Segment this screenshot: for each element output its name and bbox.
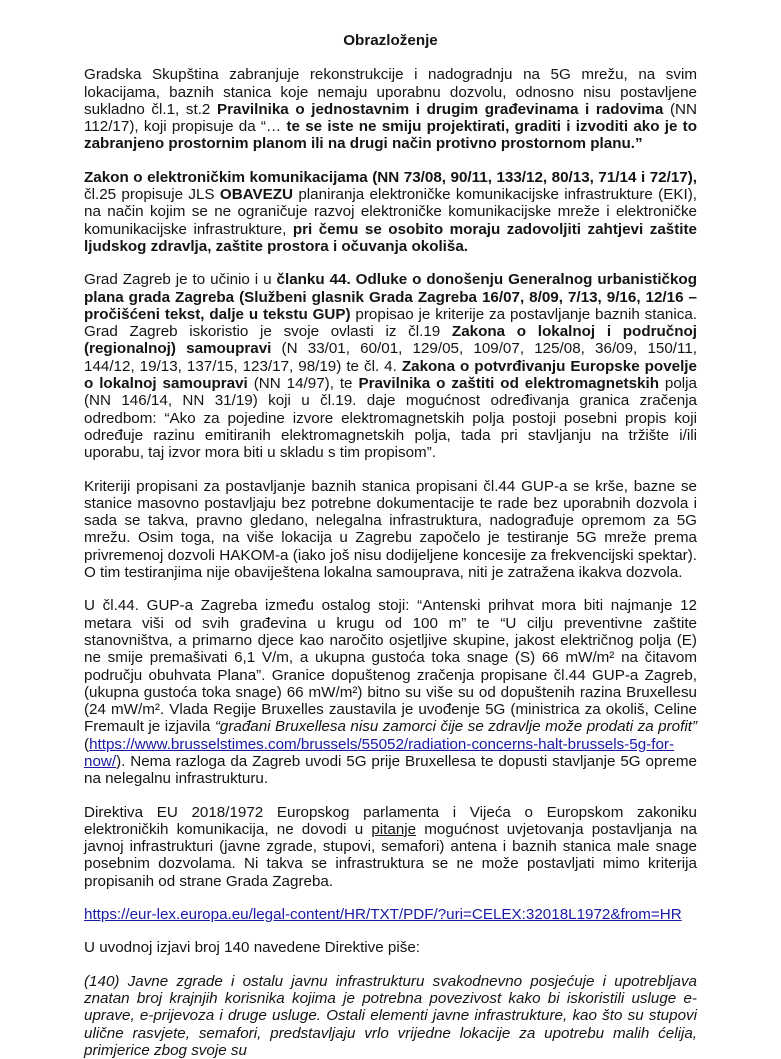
italic-run: (140) Javne zgrade i ostalu javnu infrastrukturu svakodnevno posjećuje i upotrebljava znatan broj krajnjih korisnika kojima je potrebna povezivost kako bi iskoristili usluge e-uprave, e-prijevoza i druge usluge. Ostali elementi javne infrastrukture, kao što su stupovi ulične rasvjete, semafori, predstavljaju vrlo vrijedne lokacije za upotrebu malih ćelija, primjerice zbog svoje su xyxy=(84,972,697,1059)
bold-run: te se iste ne smiju projektirati, graditi i izvoditi ako je to zabranjeno prostornim planom ili na drugi način protivno prostornom planu.” xyxy=(84,118,697,153)
text-run: ). Nema razloga da Zagreb uvodi 5G prije Bruxellesa te dopusti stavljanje 5G opreme na nelegalnu infrastrukturu. xyxy=(84,752,697,788)
text-run: Gradska Skupština zabranjuje rekonstrukcije i nadogradnju na 5G mrežu, na svim lokacijama, baznih stanica koje nemaju uporabnu dozvolu, odnosno nisu postavljene sukladno čl.1, st.2 xyxy=(84,66,697,118)
bold-run: članku 44. Odluke o donošenju Generalnog urbanističkog plana grada Zagreba (Službeni glasnik Grada Zagreba 16/07, 8/09, 7/13, 9/16, 12/16 – pročišćeni tekst, dalje u tekstu GUP) xyxy=(84,271,697,323)
paragraph-8-italic xyxy=(84,973,697,1059)
bold-run: Zakon o elektroničkim komunikacijama (NN 73/08, 90/11, 133/12, 80/13, 71/14 i 72/17), xyxy=(84,168,697,186)
italic-quote: “građani Bruxellesa nisu zamorci čije se zdravlje može prodati za profit” xyxy=(214,718,698,736)
paragraph-6 xyxy=(84,804,697,890)
underlined-run: pitanje xyxy=(371,820,417,838)
eur-lex-link[interactable]: https://eur-lex.europa.eu/legal-content/HR/TXT/PDF/?uri=CELEX:32018L1972&from=HR xyxy=(84,906,682,924)
text-run: (NN 112/17), koji propisuje da “… xyxy=(84,100,697,136)
text-run: čl.25 propisuje JLS xyxy=(84,186,220,204)
bold-run: OBAVEZU xyxy=(219,186,294,204)
text-run: propisao je kriterije za postavljanje baznih stanica. Grad Zagreb iskoristio je svoje ovlasti iz čl.19 xyxy=(84,305,697,341)
text-run: polja (NN 146/14, NN 31/19) koji u čl.19. daje mogućnost određivanja granica zračenja odredbom: “Ako za pojedine izvore elektromagnetskih polja postoji posebni propis koji određuje razinu emitiranih elektromagnetskih polja, tada pri stavljanju na tržište i/ili uporabu, taj izvor mora biti u skladu s tim propisom”. xyxy=(84,375,697,462)
text-run: (NN 14/97), te xyxy=(247,375,359,393)
bold-run: Pravilnika o zaštiti od elektromagnetskih xyxy=(358,375,659,393)
bold-run: pri čemu se osobito moraju zadovoljiti zahtjevi zaštite ljudskog zdravlja, zaštite prostora i očuvanja okoliša. xyxy=(84,220,697,255)
paragraph-7: U uvodnoj izjavi broj 140 navedene Direktive piše: xyxy=(84,939,421,957)
brusselstimes-link[interactable]: https://www.brusselstimes.com/brussels/55052/radiation-concerns-halt-brussels-5g-for-now/ xyxy=(84,735,675,770)
text-run: Direktiva EU 2018/1972 Europskog parlamenta i Vijeća o Europskom zakoniku elektroničkih komunikacija, ne dovodi u xyxy=(84,803,697,838)
paragraph-5 xyxy=(84,597,697,787)
text-run: ( xyxy=(84,735,90,753)
text-run: U čl.44. GUP-a Zagreba između ostalog stoji: “Antenski prihvat mora biti najmanje 12 metara viši od svih građevina u krugu od 100 m” te “U cilju preventivne zaštite stanovništva, a primarno djece kao naročito osjetljive skupine, jakost električnog polja (E) ne smije premašivati 6,1 V/m, a ukupna gustoća toka snage (S) 66 mW/m² na čitavom području obuhvata Plana”. Granice dopuštenog zračenja propisane čl.44 GUP-a Zagreb, (ukupna gustoća toka snage) 66 mW/m²) bitno su više su od dopuštenih razina Bruxellesu (24 mW/m². Vlada Regije Bruxelles zaustavila je uvođenje 5G (ministrica za okoliš, Celine Fremault je izjavila xyxy=(84,597,697,736)
text-run: Grad Zagreb je to učinio i u xyxy=(84,271,277,289)
paragraph-3 xyxy=(84,271,697,461)
text-run: (N 33/01, 60/01, 129/05, 109/07, 125/08, 36/09, 150/11, 144/12, 19/13, 137/15, 123/17, 98/19) te čl. 4. xyxy=(84,340,697,375)
bold-run: Zakona o lokalnoj i područnoj (regionalnoj) samoupravi xyxy=(84,323,698,358)
document-title: Obrazloženje xyxy=(343,32,438,49)
paragraph-1 xyxy=(84,66,697,152)
paragraph-4: Kriteriji propisani za postavljanje baznih stanica propisani čl.44 GUP-a se krše, bazne se stanice masovno postavljaju bez potrebne dokumentacije te rade bez uporabnih dozvola i sada se takva, pravno gledano, nelegalna infrastruktura, nadograđuje opremom za 5G mrežu. Osim toga, na više lokacija u Zagrebu započelo je testiranje 5G mreže prema privremenoj dozvoli HAKOM-a (iako još nisu dodijeljene koncesije za frekvencijski spektar). O tim testiranjima nije obaviještena lokalna samouprava, niti je zatražena ikakva dozvola. xyxy=(84,477,697,582)
bold-run: Pravilnika o jednostavnim i drugim građevinama i radovima xyxy=(216,100,664,118)
text-run: planiranja elektroničke komunikacijske infrastrukture (EKI), na način kojim se ne ograničuje razvoj elektroničke komunikacijske mreže i elektroničke komunikacijske infrastrukture, xyxy=(84,186,698,238)
bold-run: Zakona o potvrđivanju Europske povelje o lokalnoj samoupravi xyxy=(84,357,697,393)
text-run: mogućnost uvjetovanja postavljanja na javnoj infrastrukturi (javne zgrade, stupovi, semafori) antena i baznih stanica male snage posebnim dozvolama. Ni takva se infrastruktura se ne može postavljati mimo kriterija propisanih od strane Grada Zagreba. xyxy=(84,820,697,890)
eur-lex-paragraph xyxy=(84,906,697,923)
paragraph-2 xyxy=(84,169,697,255)
